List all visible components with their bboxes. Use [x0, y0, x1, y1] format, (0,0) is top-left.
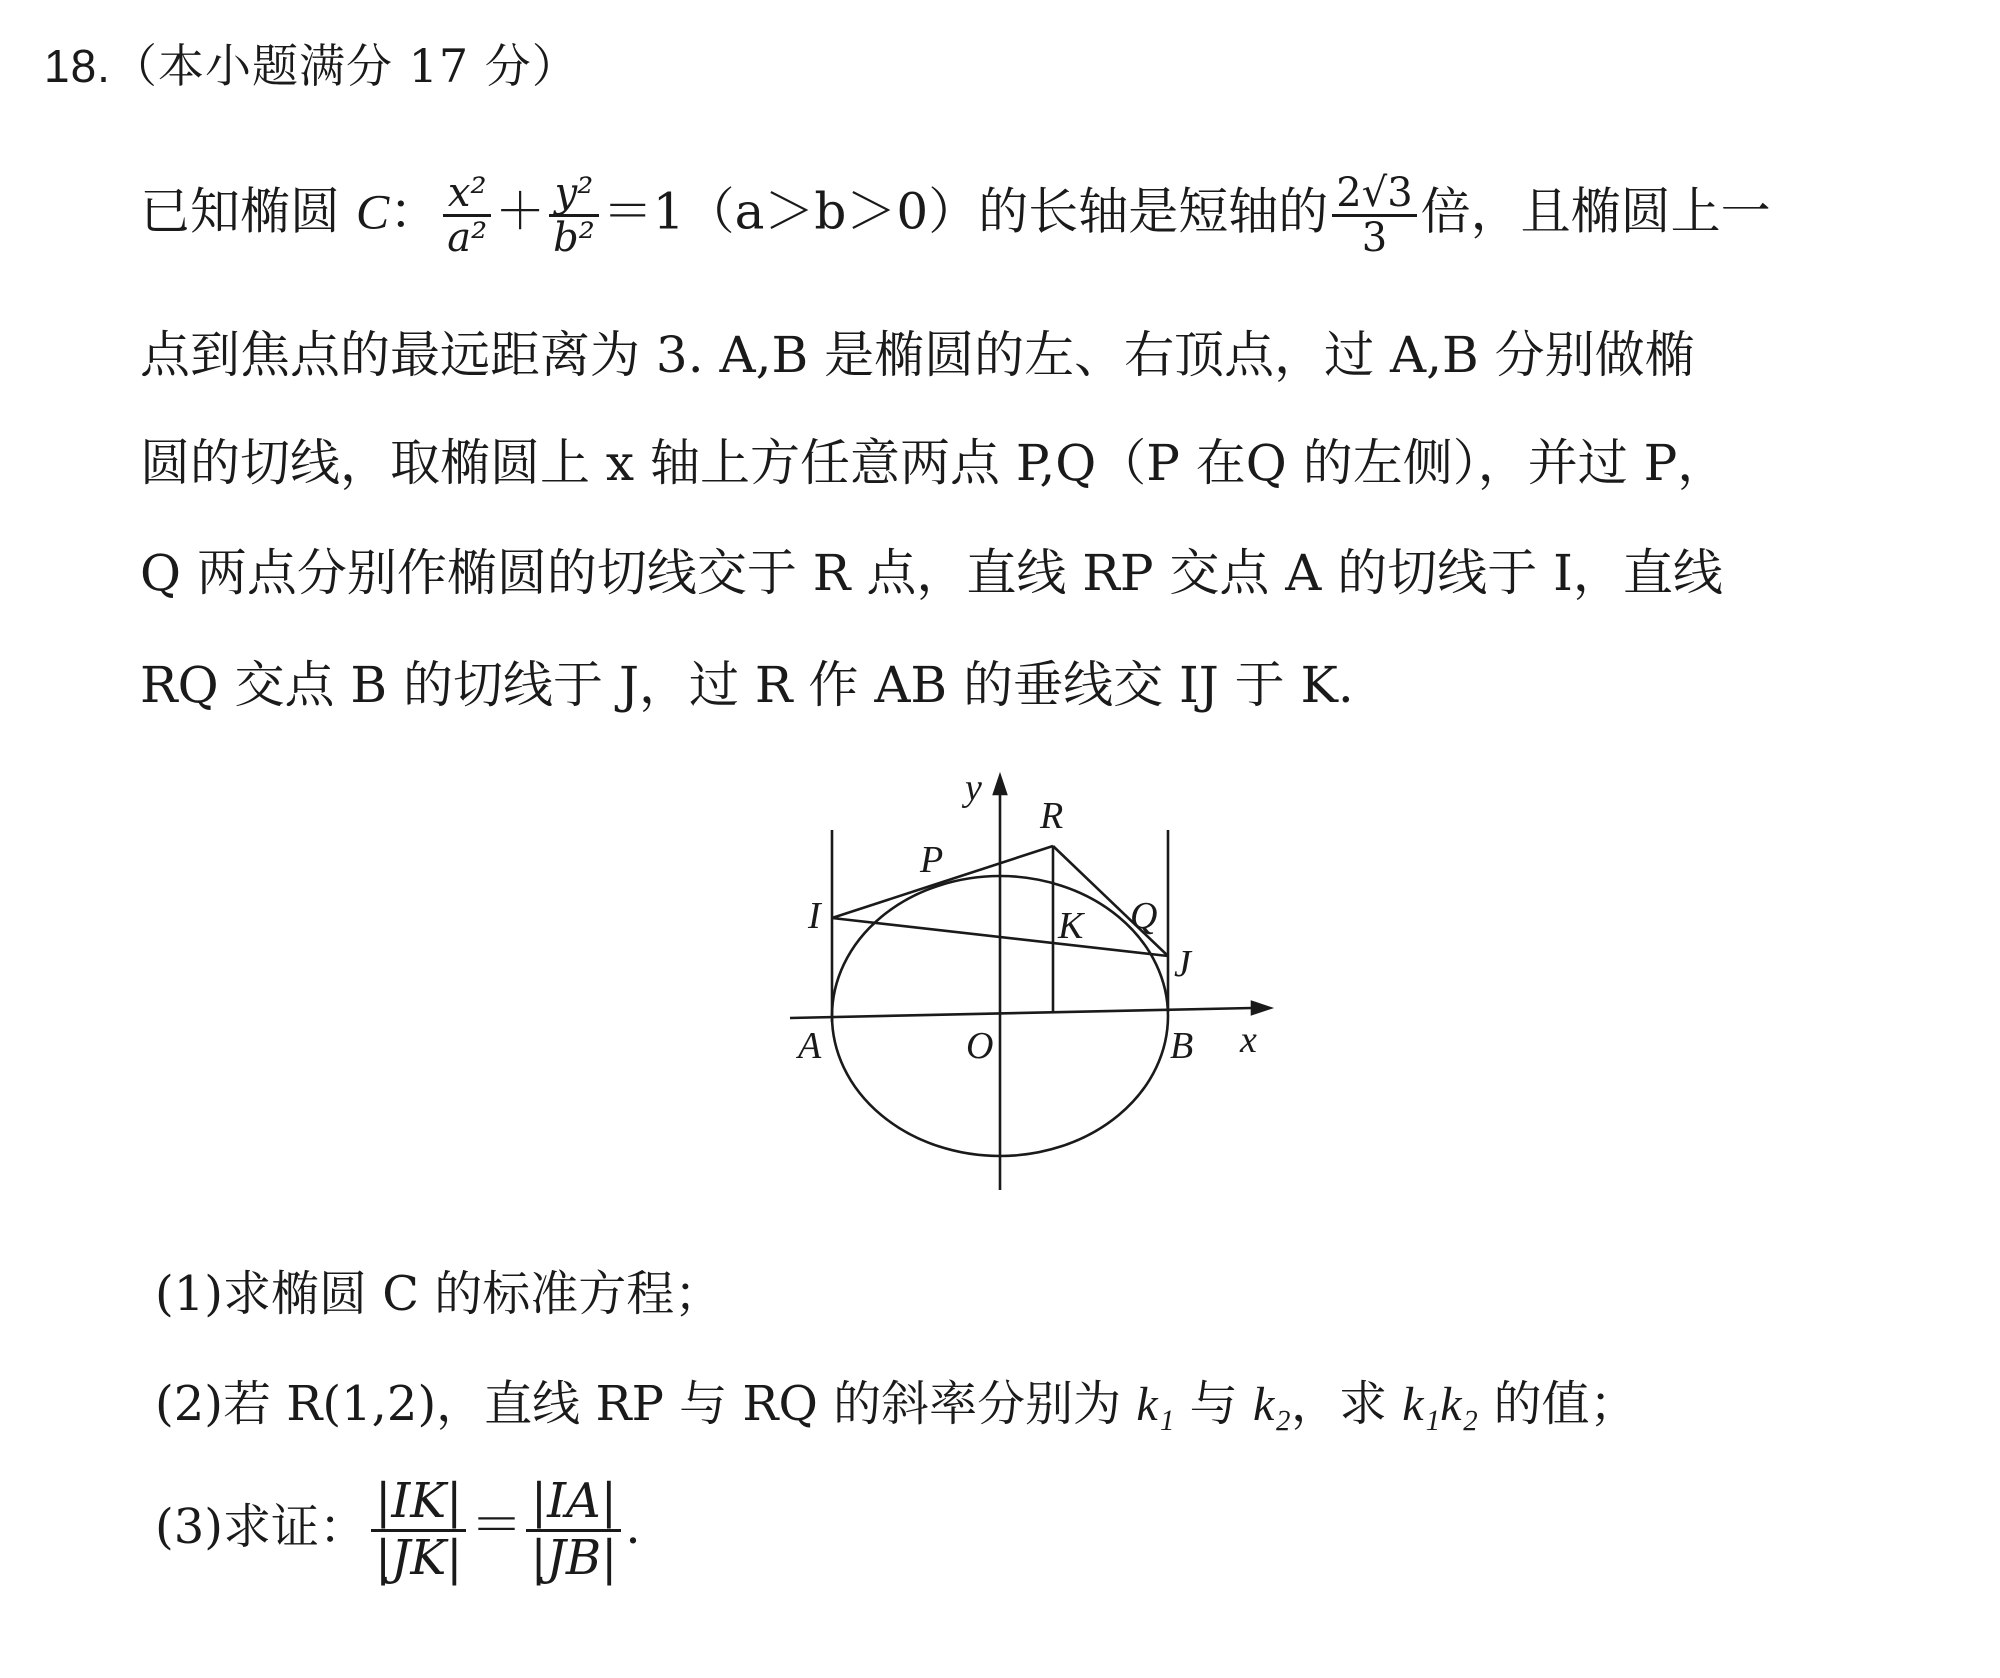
label-Q: Q — [1130, 895, 1158, 937]
ellipse-diagram — [770, 760, 1290, 1210]
equals-sign: ＝ — [470, 1495, 523, 1556]
label-P: P — [920, 839, 944, 881]
slope-product: k₁k₂ — [1402, 1378, 1479, 1431]
frac-denominator: b² — [553, 215, 595, 261]
fraction-2sqrt3-3 — [1332, 172, 1416, 259]
x-axis-arrow — [1252, 1002, 1270, 1014]
stem-text: ＝1（a＞b＞0）的长轴是短轴的 — [602, 182, 1329, 241]
colon: ： — [389, 182, 440, 241]
ratio-IK-JK — [371, 1475, 466, 1586]
frac-denominator: 3 — [1361, 215, 1388, 261]
frac-numerator: |IA| — [526, 1475, 621, 1532]
score-note: （本小题满分 17 分） — [110, 39, 579, 93]
frac-numerator: y² — [549, 172, 599, 217]
label-K: K — [1058, 905, 1084, 947]
stem-line-2: 点到焦点的最远距离为 3. A,B 是椭圆的左、右顶点，过 A,B 分别做椭 — [140, 326, 1695, 384]
plus-sign: ＋ — [495, 182, 546, 241]
frac-denominator: |JK| — [375, 1529, 463, 1586]
stem-text: 倍，且椭圆上一 — [1420, 182, 1771, 241]
label-x: x — [1240, 1019, 1257, 1061]
label-R: R — [1040, 795, 1064, 837]
subq2-text: 的值； — [1478, 1376, 1638, 1432]
x-axis — [790, 1008, 1252, 1018]
label-O: O — [966, 1025, 994, 1067]
frac-numerator: x² — [443, 172, 491, 217]
frac-numerator: |IK| — [371, 1475, 466, 1532]
stem-text: 已知椭圆 — [140, 182, 356, 241]
stem-line-1 — [140, 172, 1900, 259]
label-J: J — [1174, 943, 1191, 985]
slope-k1: k₁ — [1136, 1378, 1175, 1431]
period: . — [625, 1498, 641, 1555]
label-y: y — [965, 767, 982, 809]
subq2-text: 与 — [1174, 1376, 1253, 1432]
fraction-x2-a2 — [443, 172, 491, 259]
question-header — [44, 30, 579, 96]
label-B: B — [1170, 1025, 1194, 1067]
frac-denominator: |JB| — [530, 1529, 618, 1586]
frac-numerator: 2√3 — [1332, 172, 1416, 217]
subquestion-3 — [155, 1475, 641, 1586]
subq3-text: (3)求证： — [155, 1498, 367, 1555]
subquestion-2 — [155, 1365, 1637, 1434]
label-A: A — [798, 1025, 822, 1067]
fraction-y2-b2 — [549, 172, 599, 259]
slope-k2: k₂ — [1252, 1378, 1291, 1431]
ratio-IA-JB — [526, 1475, 621, 1586]
stem-line-5: RQ 交点 B 的切线于 J，过 R 作 AB 的垂线交 IJ 于 K. — [140, 656, 1354, 714]
frac-denominator: a² — [447, 215, 488, 261]
y-axis-arrow — [994, 776, 1006, 794]
question-number: 18. — [44, 40, 111, 92]
ellipse-name: C — [355, 183, 390, 240]
subq2-text: ，求 — [1290, 1376, 1403, 1432]
stem-line-4: Q 两点分别作椭圆的切线交于 R 点，直线 RP 交点 A 的切线于 I，直线 — [140, 544, 1723, 602]
subq2-text: (2)若 R(1,2)，直线 RP 与 RQ 的斜率分别为 — [155, 1376, 1137, 1432]
subquestion-1: (1)求椭圆 C 的标准方程； — [155, 1266, 723, 1322]
label-I: I — [808, 895, 821, 937]
stem-line-3: 圆的切线，取椭圆上 x 轴上方任意两点 P,Q（P 在Q 的左侧），并过 P， — [140, 434, 1728, 492]
